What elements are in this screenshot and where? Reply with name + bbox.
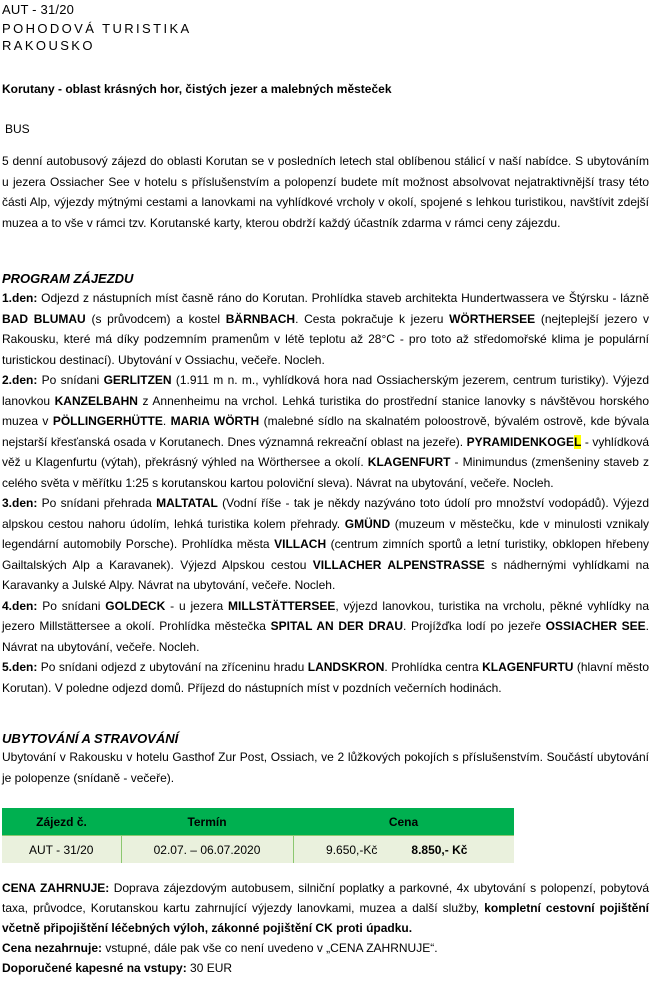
price-table-header [2, 808, 514, 836]
place-landskron: LANDSKRON [307, 660, 385, 674]
insurance-note: kompletní cestovní pojištění včetně připojištění léčebných výloh, zákonné pojištění CK proti úpadku. [2, 901, 649, 935]
place-bad-blumau: BAD BLUMAU [2, 311, 86, 326]
place-gmund: GMÜND [344, 516, 391, 531]
discount-price-cell: 8.850,- Kč [383, 836, 514, 864]
day-4-label: 4.den: [2, 598, 38, 613]
place-millstattersee: MILLSTÄTTERSEE [228, 598, 336, 613]
place-maria-worth: MARIA WÖRTH [170, 414, 260, 428]
tour-country: RAKOUSKO [2, 38, 95, 53]
place-kanzelbahn: KANZELBAHN [54, 393, 138, 408]
place-pyramidenkogel: PYRAMIDENKOGE [466, 434, 574, 449]
highlight-mark: L [573, 434, 582, 449]
price-cell: 9.650,-Kč [293, 836, 383, 864]
col-tour-number: Zájezd č. [2, 808, 121, 836]
place-klagenfurtu: KLAGENFURTU [482, 660, 574, 674]
day-2: 2.den: Po snídani GERLITZEN (1.911 m n. m., vyhlídková hora nad Ossiacherským jezerem, centrum turistiky). Výjezd lanovkou KANZELBAHN z Annenheimu na vrchol. Lehká turistika do prostřední stanice lanovky s návštěvou horského muzea v PÖLLINGERHÜTTE. MARIA WÖRTH (malebné sídlo na skalnatém poloostrově, bývalém ostrově, kde bývala nejstarší křesťanská osada v Korutanech. Dnes významná rekreační oblast na jezeře). PYRAMIDENKOGEL - vyhlídková věž u Klagenfurtu (výtah), překrásný výhled na Wörthersee a okolí. KLAGENFURT - Minimundus (zmenšeniny staveb z celého světa v měřítku 1:25 s korutanskou kartou poloviční sleva). Návrat na ubytování, večeře. Nocleh. [2, 373, 650, 490]
place-villach: VILLACH [274, 537, 327, 551]
tour-code: AUT - 31/20 [2, 2, 75, 17]
place-goldeck: GOLDECK [105, 598, 166, 613]
day-1: 1.den: Odjezd z nástupních míst časně ráno do Korutan. Prohlídka staveb architekta Hundertwassera ve Štýrsku - lázně BAD BLUMAU (s průvodcem) a kostel BÄRNBACH. Cesta pokračuje k jezeru WÖRTHERSEE (nejteplejší jezero v Rakousku, které má díky podzemním pramenům v létě teplotu až 28°C - pro toto až středomořské klima je populární turistickou destinací). Ubytování v Ossiachu, večeře. Nocleh. [2, 291, 650, 367]
date-cell: 02.07. – 06.07.2020 [121, 836, 293, 864]
place-villacher-alpenstrasse: VILLACHER ALPENSTRASSE [312, 557, 485, 572]
place-worthersee: WÖRTHERSEE [449, 311, 536, 326]
accommodation-heading: UBYTOVÁNÍ A STRAVOVÁNÍ [2, 731, 179, 746]
tour-number-cell: AUT - 31/20 [2, 836, 121, 864]
tour-category: POHODOVÁ TURISTIKA [2, 21, 192, 36]
excludes-label: Cena nezahrnuje: [2, 941, 103, 955]
includes-label: CENA ZAHRNUJE: [2, 881, 110, 895]
place-klagenfurt: KLAGENFURT [367, 455, 451, 469]
price-includes: CENA ZAHRNUJE: Doprava zájezdovým autobusem, silniční poplatky a parkovné, 4x ubytování s polopenzí, pobytová taxa, průvodce, Korutanskou kartu zahrnující výjezdy lanovkami, muzea a další služby, kompletní cestovní pojištění včetně připojištění léčebných výloh, zákonné pojištění CK proti úpadku. [2, 881, 650, 935]
pocket-money: Doporučené kapesné na vstupy: 30 EUR [2, 961, 233, 975]
intro-paragraph: 5 denní autobusový zájezd do oblasti Korutan se v posledních letech stal oblíbenou stálicí v naší nabídce. S ubytováním u jezera Ossiacher See v hotelu s příslušenstvím a polopenzí budete mít možnost absolvovat nejatraktivnější trasy této části Alp, výjezdy mýtnými cestami a lanovkami na vyhlídkové vrcholy v okolí, spojené s lehkou turistikou, navštívit zdejší muzea a to vše v rámci tzv. Korutanské karty, kterou obdrží každý účastník zdarma v rámci ceny zájezdu. [2, 154, 649, 230]
day-3: 3.den: Po snídani přehrada MALTATAL (Vodní říše - tak je někdy nazýváno toto údolí pro množství vodopádů). Výjezd alpskou cestou nahoru údolím, lehká turistika kolem přehrady. GMÜND (muzeum v městečku, kde v minulosti vznikaly legendární automobily Porsche). Prohlídka města VILLACH (centrum zimních sportů a letní turistiky, obklopen hřebeny Gailtalských Alp a Karavanek). Výjezd Alpskou cestou VILLACHER ALPENSTRASSE s nádhernými vyhlídkami na Karavanky a Julské Alpy. Návrat na ubytování, večeře. Nocleh. [2, 496, 650, 592]
place-maltatal: MALTATAL [156, 496, 218, 510]
price-table [2, 808, 514, 863]
price-details [2, 878, 649, 978]
accommodation-text: Ubytování v Rakousku v hotelu Gasthof Zur Post, Ossiach, ve 2 lůžkových pokojích s příslušenstvím. Součástí ubytování je polopenze (snídaně - večeře). [2, 750, 649, 785]
program-days [2, 288, 649, 698]
day-5: 5.den: Po snídani odjezd z ubytování na zříceninu hradu LANDSKRON. Prohlídka centra KLAGENFURTU (hlavní město Korutan). V poledne odjezd domů. Příjezd do nástupních míst v pozdních večerních hodinách. [2, 660, 649, 695]
place-ossiacher-see: OSSIACHER SEE [545, 619, 646, 633]
day-4: 4.den: Po snídani GOLDECK - u jezera MILLSTÄTTERSEE, výjezd lanovkou, turistika na vrcholu, pěkné vyhlídky na jezero Millstättersee a okolí. Prohlídka městečka SPITAL AN DER DRAU. Projížďka lodí po jezeře OSSIACHER SEE. Návrat na ubytování, večeře. Nocleh. [2, 598, 649, 654]
day-1-label: 1.den: [2, 291, 38, 305]
day-2-label: 2.den: [2, 373, 38, 387]
place-pollingerhutte: PÖLLINGERHÜTTE [52, 414, 163, 428]
place-spital-an-der-drau: SPITAL AN DER DRAU [270, 619, 403, 633]
tour-subtitle: Korutany - oblast krásných hor, čistých jezer a malebných městeček [2, 82, 392, 96]
col-date: Termín [121, 808, 293, 836]
day-5-label: 5.den: [2, 660, 38, 674]
program-heading: PROGRAM ZÁJEZDU [2, 271, 134, 286]
pocket-label: Doporučené kapesné na vstupy: [2, 961, 187, 975]
day-3-label: 3.den: [2, 496, 38, 510]
transport-type: BUS [5, 122, 30, 136]
place-gerlitzen: GERLITZEN [103, 373, 172, 387]
price-excludes: Cena nezahrnuje: vstupné, dále pak vše co není uvedeno v „CENA ZAHRNUJE“. [2, 941, 438, 955]
table-row [2, 836, 514, 864]
col-price: Cena [293, 808, 514, 836]
place-barnbach: BÄRNBACH [225, 311, 296, 326]
